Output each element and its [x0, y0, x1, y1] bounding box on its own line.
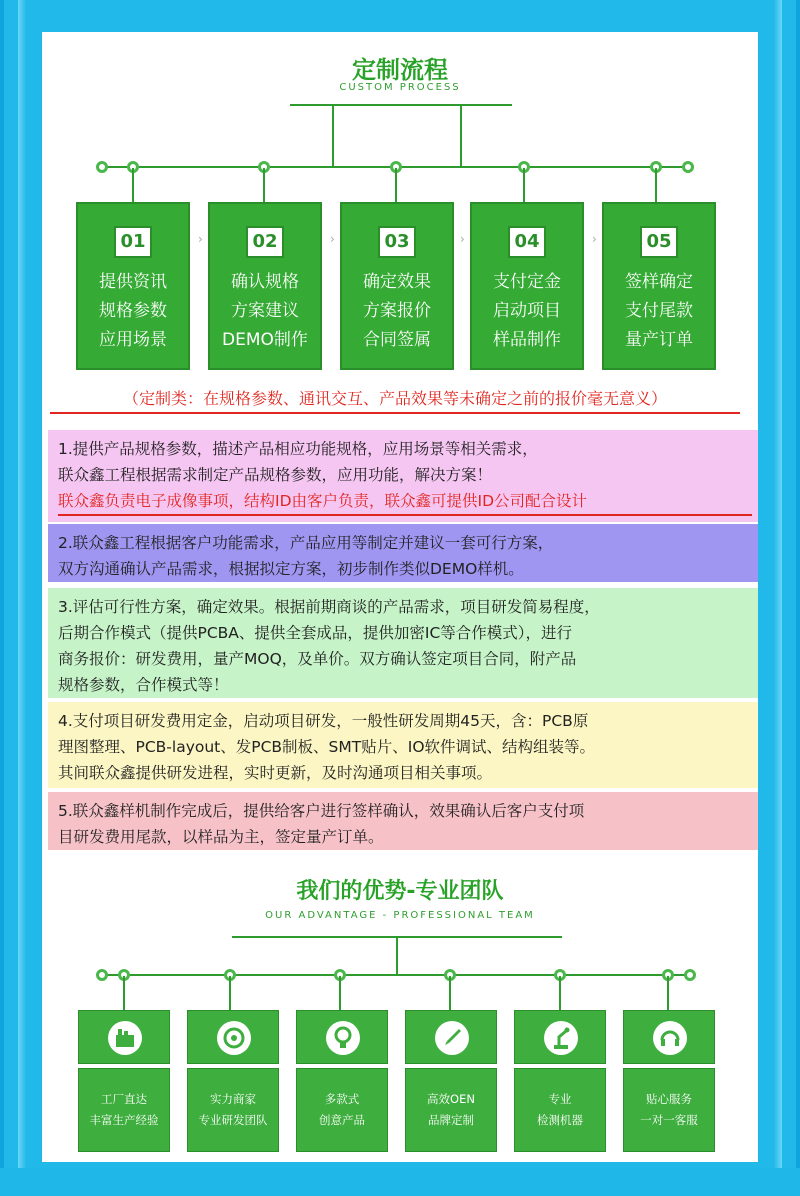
advantage-line: 工厂直达	[101, 1092, 147, 1106]
advantage-card-3	[296, 1010, 388, 1064]
connector	[655, 168, 657, 204]
advantage-line: 贴心服务	[646, 1092, 692, 1106]
advantage-line: 丰富生产经验	[89, 1113, 159, 1127]
detail-line: 后期合作模式（提供PCBA、提供全套成品，提供加密IC等合作模式），进行	[58, 624, 573, 642]
headset-icon	[653, 1021, 687, 1055]
bottom-strip	[0, 1168, 800, 1196]
robot-arm-icon	[544, 1021, 578, 1055]
advantage-line: 多款式	[324, 1092, 360, 1106]
pricing-note: （定制类：在规格参数、通讯交互、产品效果等未确定之前的报价毫无意义）	[50, 386, 740, 414]
detail-line: 理图整理、PCB-layout、发PCB制板、SMT贴片、IO软件调试、结构组装等。	[58, 738, 596, 756]
step-text	[472, 268, 582, 355]
process-title: 定制流程	[352, 56, 448, 84]
advantage-card-4	[405, 1010, 497, 1064]
step-line: 支付定金	[493, 272, 561, 292]
title-underline	[290, 104, 512, 106]
detail-line: 目研发费用尾款，以样品为主，签定量产订单。	[58, 828, 384, 846]
step-line: DEMO制作	[222, 330, 308, 350]
connector-dot	[682, 161, 694, 173]
detail-line: 联众鑫工程根据需求制定产品规格参数，应用功能，解决方案！	[58, 466, 493, 484]
badge-icon	[217, 1021, 251, 1055]
connector-dot	[96, 161, 108, 173]
connector	[339, 976, 341, 1010]
detail-box-5	[48, 792, 758, 850]
advantage-line: 创意产品	[319, 1113, 365, 1127]
step-number: 05	[640, 226, 678, 258]
advantage-label-6	[623, 1068, 715, 1152]
process-step-2	[208, 202, 322, 370]
process-subtitle: CUSTOM PROCESS	[339, 82, 461, 93]
detail-line: 1.提供产品规格参数，描述产品相应功能规格，应用场景等相关需求，	[58, 440, 538, 458]
step-number: 01	[114, 226, 152, 258]
advantage-line: 专业	[548, 1092, 572, 1106]
step-line: 确认规格	[231, 272, 299, 292]
detail-line: 商务报价：研发费用，量产MOQ，及单价。双方确认签定项目合同，附产品	[58, 650, 577, 668]
chevron-right-icon: ›	[330, 232, 335, 246]
step-line: 签样确定	[625, 272, 693, 292]
step-line: 启动项目	[493, 301, 561, 321]
advantage-line: 高效OEN	[427, 1092, 475, 1106]
advantage-label-3	[296, 1068, 388, 1152]
lightbulb-icon	[326, 1021, 360, 1055]
step-line: 支付尾款	[625, 301, 693, 321]
step-text	[604, 268, 714, 355]
detail-box-4	[48, 702, 758, 788]
detail-line: 5.联众鑫样机制作完成后，提供给客户进行签样确认，效果确认后客户支付项	[58, 802, 585, 820]
step-number: 02	[246, 226, 284, 258]
process-step-5	[602, 202, 716, 370]
advantage-label-1	[78, 1068, 170, 1152]
process-step-4	[470, 202, 584, 370]
rocket-icon	[435, 1021, 469, 1055]
step-line: 确定效果	[363, 272, 431, 292]
step-text	[342, 268, 452, 355]
connector	[132, 168, 134, 204]
detail-line: 3.评估可行性方案，确定效果。根据前期商谈的产品需求，项目研发简易程度，	[58, 598, 600, 616]
chevron-right-icon: ›	[198, 232, 203, 246]
step-number: 03	[378, 226, 416, 258]
advantage-line: 实力商家	[210, 1092, 256, 1106]
step-number: 04	[508, 226, 546, 258]
step-line: 提供资讯	[99, 272, 167, 292]
content-panel	[42, 32, 758, 1162]
connector	[460, 104, 462, 166]
step-line: 应用场景	[99, 330, 167, 350]
detail-line-highlight: 联众鑫负责电子成像事项，结构ID由客户负责，联众鑫可提供ID公司配合设计	[58, 488, 752, 516]
connector	[559, 976, 561, 1010]
advantage-card-6	[623, 1010, 715, 1064]
connector-dot	[96, 969, 108, 981]
connector	[102, 974, 692, 976]
connector	[332, 104, 334, 166]
advantage-title: 我们的优势-专业团队	[296, 879, 504, 904]
step-line: 样品制作	[493, 330, 561, 350]
connector	[123, 976, 125, 1010]
step-line: 方案报价	[363, 301, 431, 321]
connector	[449, 976, 451, 1010]
detail-line: 规格参数，合作模式等！	[58, 676, 229, 694]
connector	[229, 976, 231, 1010]
factory-icon	[108, 1021, 142, 1055]
detail-box-1	[48, 430, 758, 522]
advantage-subtitle: OUR ADVANTAGE - PROFESSIONAL TEAM	[265, 910, 535, 921]
connector	[667, 976, 669, 1010]
advantage-card-5	[514, 1010, 606, 1064]
detail-line: 2.联众鑫工程根据客户功能需求，产品应用等制定并建议一套可行方案，	[58, 534, 554, 552]
advantage-line: 一对一客服	[640, 1113, 698, 1127]
advantage-line: 专业研发团队	[198, 1113, 268, 1127]
detail-line: 4.支付项目研发费用定金，启动项目研发，一般性研发周期45天，含：PCB原	[58, 712, 589, 730]
chevron-right-icon: ›	[460, 232, 465, 246]
connector	[396, 936, 398, 974]
chevron-right-icon: ›	[592, 232, 597, 246]
advantage-line: 检测机器	[537, 1113, 583, 1127]
process-step-1	[76, 202, 190, 370]
connector	[263, 168, 265, 204]
advantage-label-4	[405, 1068, 497, 1152]
advantage-label-2	[187, 1068, 279, 1152]
connector-dot	[684, 969, 696, 981]
advantage-line: 品牌定制	[428, 1113, 474, 1127]
step-line: 方案建议	[231, 301, 299, 321]
step-line: 量产订单	[625, 330, 693, 350]
detail-line: 双方沟通确认产品需求，根据拟定方案，初步制作类似DEMO样机。	[58, 560, 524, 578]
advantage-card-2	[187, 1010, 279, 1064]
detail-box-3	[48, 588, 758, 698]
process-step-3	[340, 202, 454, 370]
step-line: 合同签属	[363, 330, 431, 350]
step-line: 规格参数	[99, 301, 167, 321]
step-text	[78, 268, 188, 355]
advantage-label-5	[514, 1068, 606, 1152]
step-text	[210, 268, 320, 355]
connector	[395, 168, 397, 204]
advantage-card-1	[78, 1010, 170, 1064]
connector	[523, 168, 525, 204]
detail-box-2	[48, 524, 758, 582]
detail-line: 其间联众鑫提供研发进程，实时更新，及时沟通项目相关事项。	[58, 764, 493, 782]
